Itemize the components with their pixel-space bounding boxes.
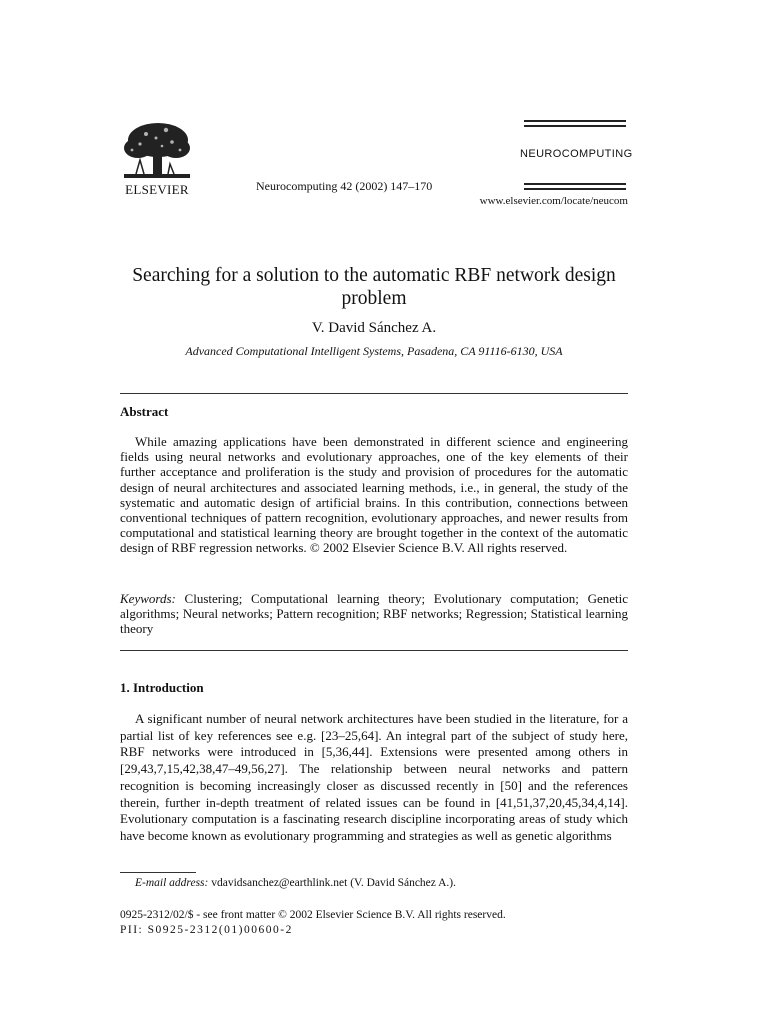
- footnote-rule: [120, 872, 196, 873]
- publisher-name: ELSEVIER: [125, 182, 189, 197]
- keywords-text: Clustering; Computational learning theory; Evolutionary computation; Genetic algorithms; Neural networks; Pattern recognition; RBF networks; Regression; Statistical learning theory: [120, 591, 629, 637]
- journal-citation: Neurocomputing 42 (2002) 147–170: [256, 179, 433, 193]
- footnote: [135, 877, 456, 889]
- brand-rule-bottom-1: [524, 183, 626, 185]
- author-affiliation: Advanced Computational Intelligent Systems, Pasadena, CA 91116-6130, USA: [185, 344, 563, 358]
- brand-rule-bottom-2: [524, 188, 626, 190]
- article-title: Searching for a solution to the automatic RBF network design problem: [132, 265, 616, 309]
- issn-copyright-line: 0925-2312/02/$ - see front matter © 2002 Elsevier Science B.V. All rights reserved.: [120, 909, 506, 921]
- journal-url[interactable]: www.elsevier.com/locate/neucom: [479, 195, 628, 207]
- brand-rule-top-2: [524, 125, 626, 127]
- article-author: V. David Sánchez A.: [311, 320, 437, 336]
- abstract-top-divider: [120, 393, 628, 394]
- keywords-label: Keywords:: [120, 591, 176, 606]
- journal-brand: NEUROCOMPUTING: [520, 148, 633, 160]
- abstract-bottom-divider: [120, 650, 628, 651]
- footnote-email[interactable]: vdavidsanchez@earthlink.net (V. David Sánchez A.).: [211, 877, 457, 889]
- introduction-heading: 1. Introduction: [120, 680, 204, 695]
- abstract-text: While amazing applications have been demonstrated in different science and engineering fields using neural networks and evolutionary approaches, one of the key elements of their further acceptance and proliferation is the study and provision of procedures for the automatic design of neural architectures and associated learning methods, i.e., in general, the study of the systematic and automatic design of artificial brains. In this contribution, connections between conventional techniques of pattern recognition, evolutionary approaches, and newer results from computational and statistical learning theory are brought together in the context of the automatic design of RBF regression networks. © 2002 Elsevier Science B.V. All rights reserved.: [120, 434, 628, 556]
- tree-logo-icon: [118, 120, 196, 180]
- abstract-heading: Abstract: [120, 404, 169, 419]
- footnote-label: E-mail address:: [135, 877, 209, 889]
- pii-line: PII: S0925-2312(01)00600-2: [120, 923, 293, 936]
- brand-rule-top-1: [524, 120, 626, 122]
- bottom-matter: [120, 908, 506, 937]
- keywords: [120, 591, 628, 637]
- introduction-text: A significant number of neural network architectures have been studied in the literature, for a partial list of key references see e.g. [23–25,64]. An integral part of the subject of study here, RBF networks were introduced in [5,36,44]. Extensions were presented among others in [29,43,7,15,42,38,47–49,56,27]. The relationship between neural networks and pattern recognition is becoming increasingly closer as discussed recently in [50] and the references therein, further in-depth treatment of related issues can be found in [41,51,37,20,45,34,4,14]. Evolutionary computation is a fascinating research discipline incorporating areas of study which have become known as evolutionary programming and strategies as well as genetic algorithms: [120, 711, 628, 843]
- elsevier-logo: [118, 120, 196, 200]
